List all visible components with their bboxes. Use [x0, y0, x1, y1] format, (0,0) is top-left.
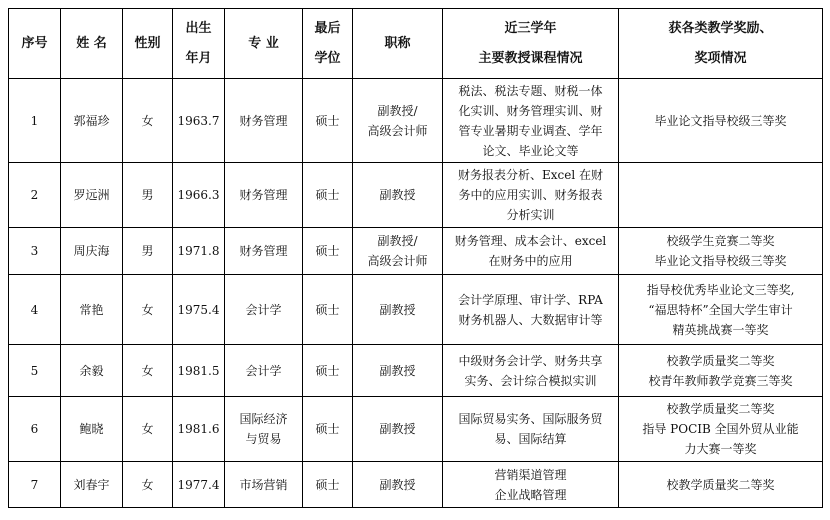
cell-gender: 女: [123, 345, 173, 397]
cell-major-line: 财务管理: [239, 188, 288, 202]
cell-seq: 6: [9, 397, 61, 462]
cell-awards-line: 毕业论文指导校级三等奖: [654, 254, 787, 268]
cell-title: [353, 345, 443, 397]
cell-awards-line: 力大赛一等奖: [684, 442, 757, 456]
cell-major: [225, 462, 303, 508]
cell-title-line: 高级会计师: [367, 254, 428, 268]
cell-gender: 女: [123, 462, 173, 508]
cell-courses-line: 财务报表分析、Excel 在财: [457, 168, 603, 182]
cell-awards: [619, 345, 823, 397]
cell-title: [353, 228, 443, 275]
cell-title-line: 副教授: [379, 302, 416, 317]
cell-birth: 1981.6: [173, 397, 225, 462]
cell-name: 周庆海: [61, 228, 123, 275]
cell-courses-line: 管专业暑期专业调查、学年: [458, 123, 603, 138]
cell-courses-line: 税法、税法专题、财税一体: [458, 83, 603, 98]
cell-courses-line: 营销渠道管理: [494, 467, 567, 482]
cell-name: 郭福珍: [61, 79, 123, 163]
header-birth-line2: 年月: [185, 50, 212, 66]
cell-title: [353, 79, 443, 163]
cell-major-line: 会计学: [245, 302, 282, 317]
cell-major: [225, 228, 303, 275]
table-body: [9, 79, 823, 508]
cell-seq: 4: [9, 275, 61, 345]
cell-title: [353, 397, 443, 462]
table-row: [9, 462, 823, 508]
cell-birth: 1977.4: [173, 462, 225, 508]
cell-courses: [443, 397, 619, 462]
header-gender: 性别: [123, 9, 173, 79]
cell-courses-line: 论文、毕业论文等: [482, 143, 579, 158]
cell-gender: 女: [123, 79, 173, 163]
table-row: [9, 345, 823, 397]
header-title: 职称: [353, 9, 443, 79]
cell-name: 常艳: [61, 275, 123, 345]
header-degree-line2: 学位: [314, 50, 341, 66]
cell-major: [225, 345, 303, 397]
cell-awards-line: 校青年教师教学竞赛三等奖: [648, 373, 793, 388]
cell-courses: [443, 228, 619, 275]
cell-birth: 1963.7: [173, 79, 225, 163]
cell-awards-line: 精英挑战赛一等奖: [672, 322, 769, 337]
cell-awards-line: “福思特杯”全国大学生审计: [648, 302, 793, 317]
cell-awards-line: 校级学生竞赛二等奖: [666, 234, 775, 248]
cell-birth: 1966.3: [173, 163, 225, 228]
cell-seq: 5: [9, 345, 61, 397]
cell-awards-line: 指导校优秀毕业论文三等奖,: [646, 282, 795, 297]
cell-seq: 3: [9, 228, 61, 275]
cell-courses: [443, 345, 619, 397]
cell-courses: [443, 275, 619, 345]
cell-gender: 女: [123, 397, 173, 462]
cell-name: 余毅: [61, 345, 123, 397]
cell-major-line: 会计学: [245, 363, 282, 378]
cell-seq: 7: [9, 462, 61, 508]
cell-courses-line: 在财务中的应用: [488, 254, 573, 268]
cell-courses-line: 易、国际结算: [494, 432, 567, 446]
cell-name: 刘春宇: [61, 462, 123, 508]
table-row: [9, 397, 823, 462]
faculty-table: [8, 8, 823, 508]
cell-title-line: 高级会计师: [367, 123, 428, 138]
header-courses-line1: 近三学年: [504, 20, 557, 36]
cell-awards: [619, 228, 823, 275]
cell-major: [225, 275, 303, 345]
cell-seq: 2: [9, 163, 61, 228]
cell-title-line: 副教授/: [377, 234, 418, 248]
header-major: 专 业: [225, 9, 303, 79]
header-seq: 序号: [9, 9, 61, 79]
cell-gender: 男: [123, 228, 173, 275]
cell-major: [225, 397, 303, 462]
cell-courses-line: 财务管理、成本会计、excel: [454, 234, 607, 248]
cell-courses-line: 国际贸易实务、国际服务贸: [458, 412, 603, 426]
cell-seq: 1: [9, 79, 61, 163]
cell-awards-line: 校教学质量奖二等奖: [666, 402, 775, 416]
header-name: 姓 名: [61, 9, 123, 79]
cell-degree: 硕士: [303, 462, 353, 508]
cell-degree: 硕士: [303, 275, 353, 345]
cell-title-line: 副教授: [379, 363, 416, 378]
cell-degree: 硕士: [303, 163, 353, 228]
cell-awards: [619, 79, 823, 163]
cell-major: [225, 79, 303, 163]
cell-major-line: 市场营销: [239, 477, 288, 492]
cell-courses-line: 化实训、财务管理实训、财: [458, 103, 603, 118]
header-degree: [303, 9, 353, 79]
cell-title: [353, 163, 443, 228]
cell-title-line: 副教授: [379, 477, 416, 492]
cell-major: [225, 163, 303, 228]
cell-gender: 男: [123, 163, 173, 228]
cell-awards: [619, 462, 823, 508]
header-courses-line2: 主要教授课程情况: [478, 50, 583, 66]
cell-name: 罗远洲: [61, 163, 123, 228]
header-awards: [619, 9, 823, 79]
table-row: [9, 163, 823, 228]
cell-birth: 1981.5: [173, 345, 225, 397]
header-birth: [173, 9, 225, 79]
cell-degree: 硕士: [303, 79, 353, 163]
cell-major-line: 与贸易: [245, 432, 282, 446]
cell-courses: [443, 163, 619, 228]
cell-birth: 1975.4: [173, 275, 225, 345]
cell-degree: 硕士: [303, 397, 353, 462]
table-row: [9, 275, 823, 345]
cell-birth: 1971.8: [173, 228, 225, 275]
cell-gender: 女: [123, 275, 173, 345]
cell-title-line: 副教授/: [377, 103, 418, 118]
cell-courses: [443, 79, 619, 163]
cell-awards: [619, 163, 823, 228]
cell-title: [353, 275, 443, 345]
cell-awards-line: 校教学质量奖二等奖: [666, 353, 775, 368]
cell-major-line: 国际经济: [239, 412, 288, 426]
cell-courses-line: 务中的应用实训、财务报表: [458, 188, 603, 202]
header-awards-line1: 获各类教学奖励、: [668, 20, 773, 36]
cell-name: 鲍晓: [61, 397, 123, 462]
cell-awards: [619, 275, 823, 345]
cell-degree: 硕士: [303, 345, 353, 397]
cell-awards-line: 指导 POCIB 全国外贸从业能: [642, 422, 799, 436]
cell-courses-line: 会计学原理、审计学、RPA: [458, 292, 603, 307]
cell-courses-line: 中级财务会计学、财务共享: [458, 353, 603, 368]
cell-awards: [619, 397, 823, 462]
table-row: [9, 228, 823, 275]
cell-courses-line: 分析实训: [506, 208, 555, 222]
header-row: [9, 9, 823, 79]
cell-degree: 硕士: [303, 228, 353, 275]
cell-title-line: 副教授: [379, 188, 416, 202]
header-courses: [443, 9, 619, 79]
cell-courses-line: 财务机器人、大数据审计等: [458, 312, 603, 327]
header-birth-line1: 出生: [185, 20, 212, 36]
cell-major-line: 财务管理: [239, 244, 288, 258]
header-awards-line2: 奖项情况: [694, 50, 747, 66]
cell-courses-line: 企业战略管理: [494, 487, 567, 502]
header-degree-line1: 最后: [314, 20, 341, 36]
cell-awards-line: 校教学质量奖二等奖: [666, 477, 775, 492]
cell-title-line: 副教授: [379, 422, 416, 436]
table-row: [9, 79, 823, 163]
cell-major-line: 财务管理: [239, 113, 288, 128]
cell-courses-line: 实务、会计综合模拟实训: [464, 373, 597, 388]
cell-title: [353, 462, 443, 508]
cell-courses: [443, 462, 619, 508]
cell-awards-line: 毕业论文指导校级三等奖: [654, 113, 787, 128]
